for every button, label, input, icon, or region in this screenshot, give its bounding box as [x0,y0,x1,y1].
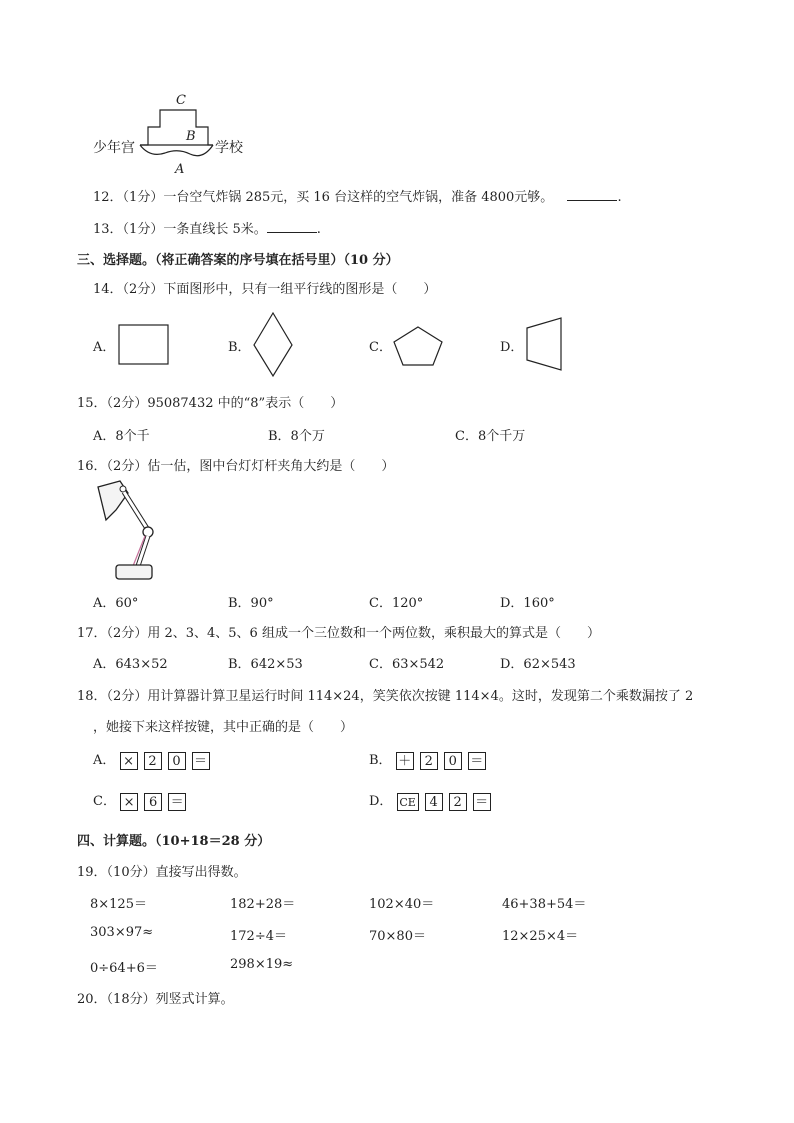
label-route-c: C [176,93,186,108]
q13-answer-blank[interactable] [267,221,317,233]
q16-option-d[interactable]: D．160° [500,596,555,611]
q18-option-b-label: B． [369,753,392,768]
q14-option-c-label[interactable]: C． [369,340,392,355]
q16-number: 16． [77,459,107,474]
q17-option-a[interactable]: A．643×52 [93,657,168,672]
q15-number: 15． [77,396,107,411]
q18-option-c[interactable] [93,790,192,811]
question-16 [77,455,394,474]
key-2: 2 [449,793,467,811]
route-lines [0,0,300,180]
label-school: 学校 [215,140,243,156]
q13-number: 13． [93,222,123,237]
question-15 [77,392,343,411]
key-plus: ＋ [396,752,414,770]
rhombus-shape [252,312,294,378]
calc-item: 12×25×4＝ [502,929,579,944]
key-6: 6 [144,793,162,811]
key-0: 0 [444,752,462,770]
key-4: 4 [425,793,443,811]
q13-text: 一条直线长 5米。 [163,222,267,237]
q17-option-b[interactable]: B．642×53 [228,657,303,672]
q20-text: 列竖式计算。 [155,992,234,1007]
q15-option-b[interactable]: B．8个万 [268,429,325,444]
question-20 [77,988,234,1007]
calc-item: 298×19≈ [230,957,294,972]
key-2: 2 [420,752,438,770]
key-equals: ＝ [192,752,210,770]
pentagon-shape [392,326,444,366]
q18-option-b[interactable] [369,749,492,770]
q16-option-b[interactable]: B．90° [228,596,274,611]
question-18 [77,685,693,704]
q14-number: 14． [93,282,123,297]
label-route-b: B [186,129,196,144]
calc-item: 102×40＝ [369,897,435,912]
question-19 [77,861,247,880]
key-0: 0 [168,752,186,770]
q19-score: （10分） [106,865,156,880]
q16-option-c[interactable]: C．120° [369,596,424,611]
q20-score: （18分） [106,992,156,1007]
key-multiply: × [120,793,138,811]
calc-item: 70×80＝ [369,929,426,944]
q13-score: （1分） [122,222,164,237]
q15-text: 95087432 中的“8”表示（ ） [147,396,344,411]
q17-text: 用 2、3、4、5、6 组成一个三位数和一个两位数，乘积最大的算式是（ ） [147,626,600,641]
label-youth-palace: 少年宫 [93,140,135,156]
q13-end: . [316,222,321,237]
key-2: 2 [144,752,162,770]
q12-score: （1分） [122,190,164,205]
q20-number: 20． [77,992,107,1007]
q18-number: 18． [77,689,107,704]
q18-option-d[interactable] [369,790,497,811]
q18-score: （2分） [106,689,148,704]
q19-number: 19． [77,865,107,880]
calc-item: 172÷4＝ [230,929,287,944]
calc-item: 8×125＝ [90,897,147,912]
key-ce: CE [397,793,419,811]
q14-score: （2分） [122,282,164,297]
q18-option-d-label: D． [369,794,393,809]
q18-option-a-label: A． [93,753,116,768]
q14-option-a-label[interactable]: A． [93,340,116,355]
question-13 [93,218,321,237]
q18-option-a[interactable] [93,749,216,770]
rectangle-shape [118,324,170,366]
key-equals: ＝ [168,793,186,811]
q15-option-c[interactable]: C．8个千万 [455,429,526,444]
key-equals: ＝ [473,793,491,811]
trapezoid-shape [525,316,565,372]
q19-text: 直接写出得数。 [155,865,247,880]
q15-score: （2分） [106,396,148,411]
question-14 [93,278,436,297]
q17-number: 17． [77,626,107,641]
q14-text: 下面图形中，只有一组平行线的图形是（ ） [163,282,437,297]
key-multiply: × [120,752,138,770]
q18-text: 用计算器计算卫星运行时间 114×24，笑笑依次按键 114×4。这时，发现第二个乘数漏按了 2 [147,689,694,704]
q12-text: 一台空气炸锅 285元，买 16 台这样的空气炸锅，准备 4800元够。 [163,190,554,205]
section-4-title: 四、计算题。（10+18＝28 分） [77,834,271,849]
q15-option-a[interactable]: A．8个千 [93,429,150,444]
key-equals: ＝ [468,752,486,770]
q14-option-b-label[interactable]: B． [228,340,251,355]
question-12 [93,186,622,205]
q12-end: . [617,190,622,205]
calc-item: 182+28＝ [230,897,296,912]
q16-option-a[interactable]: A．60° [93,596,139,611]
q18-option-c-label: C． [93,794,116,809]
q17-option-d[interactable]: D．62×543 [500,657,576,672]
section-3-title: 三、选择题。（将正确答案的序号填在括号里）（10 分） [77,253,399,268]
q17-score: （2分） [106,626,148,641]
calc-item: 0÷64+6＝ [90,961,158,976]
q16-score: （2分） [106,459,148,474]
q18-text-line2: ，她接下来这样按键，其中正确的是（ ） [93,720,354,735]
calc-item: 303×97≈ [90,925,154,940]
question-17 [77,622,600,641]
q16-text: 估一估，图中台灯灯杆夹角大约是（ ） [147,459,395,474]
calc-item: 46+38+54＝ [502,897,587,912]
q12-number: 12． [93,190,123,205]
label-route-a: A [175,162,185,177]
q14-option-d-label[interactable]: D． [500,340,524,355]
q12-answer-blank[interactable] [567,189,617,201]
desk-lamp-figure [90,478,165,583]
q17-option-c[interactable]: C．63×542 [369,657,445,672]
